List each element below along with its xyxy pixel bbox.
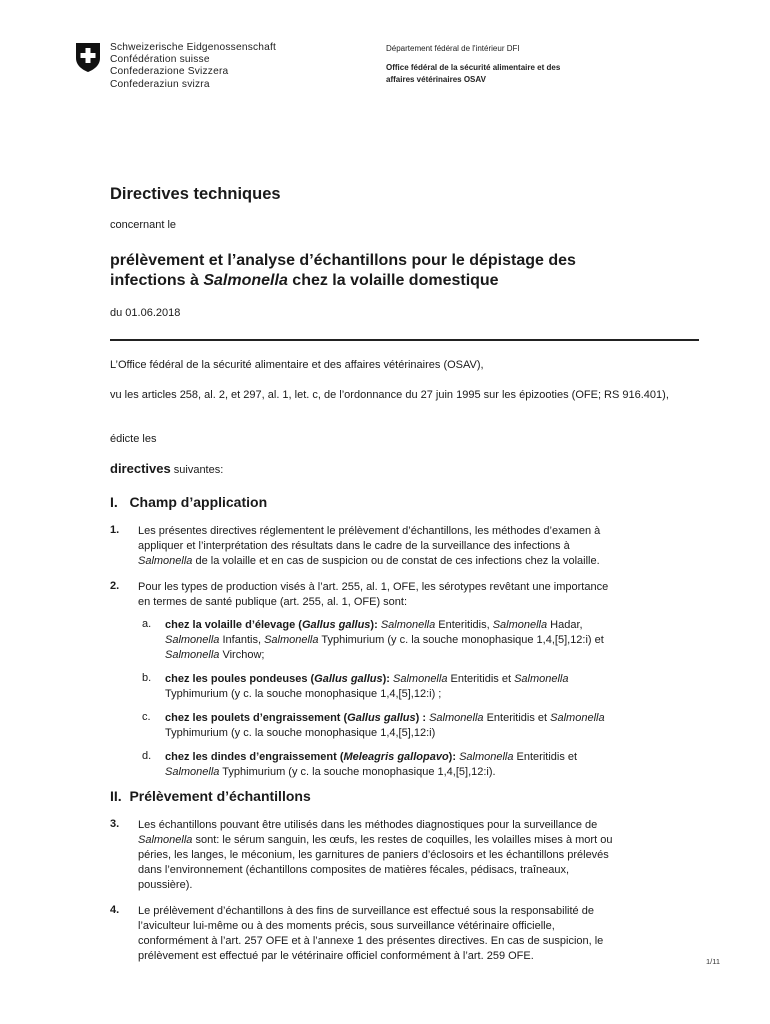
country-name-fr: Confédération suisse [110, 54, 210, 66]
country-name-rm: Confederaziun svizra [110, 78, 210, 90]
item-number-2: 2. [110, 580, 120, 592]
item-3-text: Les échantillons pouvant être utilisés dans les méthodes diagnostiques pour la surveillance de Salmonella sont: le sérum sanguin, les œufs, les restes de coquilles, les volailles mises à mort ou péries, les langes, le méconium, les garnitures de paniers d’éclosoirs et les échantillons prélevés dans l’environnement (échantillons composites de matières fécales, pédisacs, traîneaux, poussière). [138, 819, 613, 891]
swiss-coat-of-arms-icon [74, 41, 102, 73]
item-number-3: 3. [110, 818, 120, 830]
section-heading-1: I. Champ d’application [110, 494, 268, 510]
country-names [110, 42, 276, 91]
directives-heading: directives suivantes: [110, 461, 224, 476]
item-1-text: Les présentes directives réglementent le prélèvement d’échantillons, les méthodes d’examen à appliquer et l’interprétation des résultats dans le cadre de la surveillance des infections à Salmonella de la volaille et en cas de suspicion ou de constat de ces infections chez la volaille. [138, 525, 601, 567]
subitem-b-text: chez les poules pondeuses (Gallus gallus): Salmonella Enteritidis et Salmonella Typhimurium (y c. la souche monophasique 1,4,[5],12:i) ; [165, 673, 569, 700]
country-name-de: Schweizerische Eidgenossenschaft [110, 42, 277, 53]
section-heading-2: II. Prélèvement d’échantillons [110, 788, 311, 804]
document-title: Directives techniques [110, 185, 281, 203]
subitem-letter-c: c. [142, 711, 151, 723]
subitem-letter-b: b. [142, 672, 152, 684]
item-number-4: 4. [110, 904, 120, 916]
subitem-letter-d: d. [142, 750, 152, 762]
document-date: du 01.06.2018 [110, 307, 181, 319]
intro-authority: L’Office fédéral de la sécurité alimentaire et des affaires vétérinaires (OSAV), [110, 359, 484, 371]
intro-enacts: édicte les [110, 433, 157, 445]
item-4-text: Le prélèvement d’échantillons à des fins de surveillance est effectué sous la responsabilité de l’aviculteur lui-même ou à des moments précis, sous surveillance vétérinaire officielle, conformément à l’art. 257 OFE et à l’annexe 1 des présentes directives. En cas de suspicion, le prélèvement est effectué par le vétérinaire officiel conformément à l’art. 259 OFE. [138, 905, 604, 962]
subitem-letter-a: a. [142, 618, 152, 630]
page-number: 1/11 [706, 957, 721, 966]
concerning-label: concernant le [110, 219, 177, 231]
department-name: Département fédéral de l'intérieur DFI [386, 44, 520, 53]
office-name: Office fédéral de la sécurité alimentaire et des affaires vétérinaires OSAV [386, 63, 561, 84]
item-2-text: Pour les types de production visés à l’art. 255, al. 1, OFE, les sérotypes revêtant une importance en termes de santé publique (art. 255, al. 1, OFE) sont: [138, 581, 609, 608]
country-name-it: Confederazione Svizzera [110, 66, 229, 78]
subitem-a-text: chez la volaille d’élevage (Gallus gallus): Salmonella Enteritidis, Salmonella Hadar, Salmonella Infantis, Salmonella Typhimurium (y c. la souche monophasique 1,4,[5],12:i) et Salmonella Virchow; [165, 619, 604, 661]
subitem-c-text: chez les poulets d’engraissement (Gallus gallus) : Salmonella Enteritidis et Salmonella Typhimurium (y c. la souche monophasique 1,4,[5],12:i) [165, 712, 605, 739]
item-number-1: 1. [110, 524, 120, 536]
intro-legal-basis: vu les articles 258, al. 2, et 297, al. 1, let. c, de l’ordonnance du 27 juin 1995 sur les épizooties (OFE; RS 916.401), [110, 389, 669, 401]
document-subject: prélèvement et l’analyse d’échantillons pour le dépistage des infections à Salmonella chez la volaille domestique [110, 252, 576, 289]
divider-line [110, 339, 699, 341]
subitem-d-text: chez les dindes d’engraissement (Meleagris gallopavo): Salmonella Enteritidis et Salmonella Typhimurium (y c. la souche monophasique 1,4,[5],12:i). [165, 751, 578, 778]
